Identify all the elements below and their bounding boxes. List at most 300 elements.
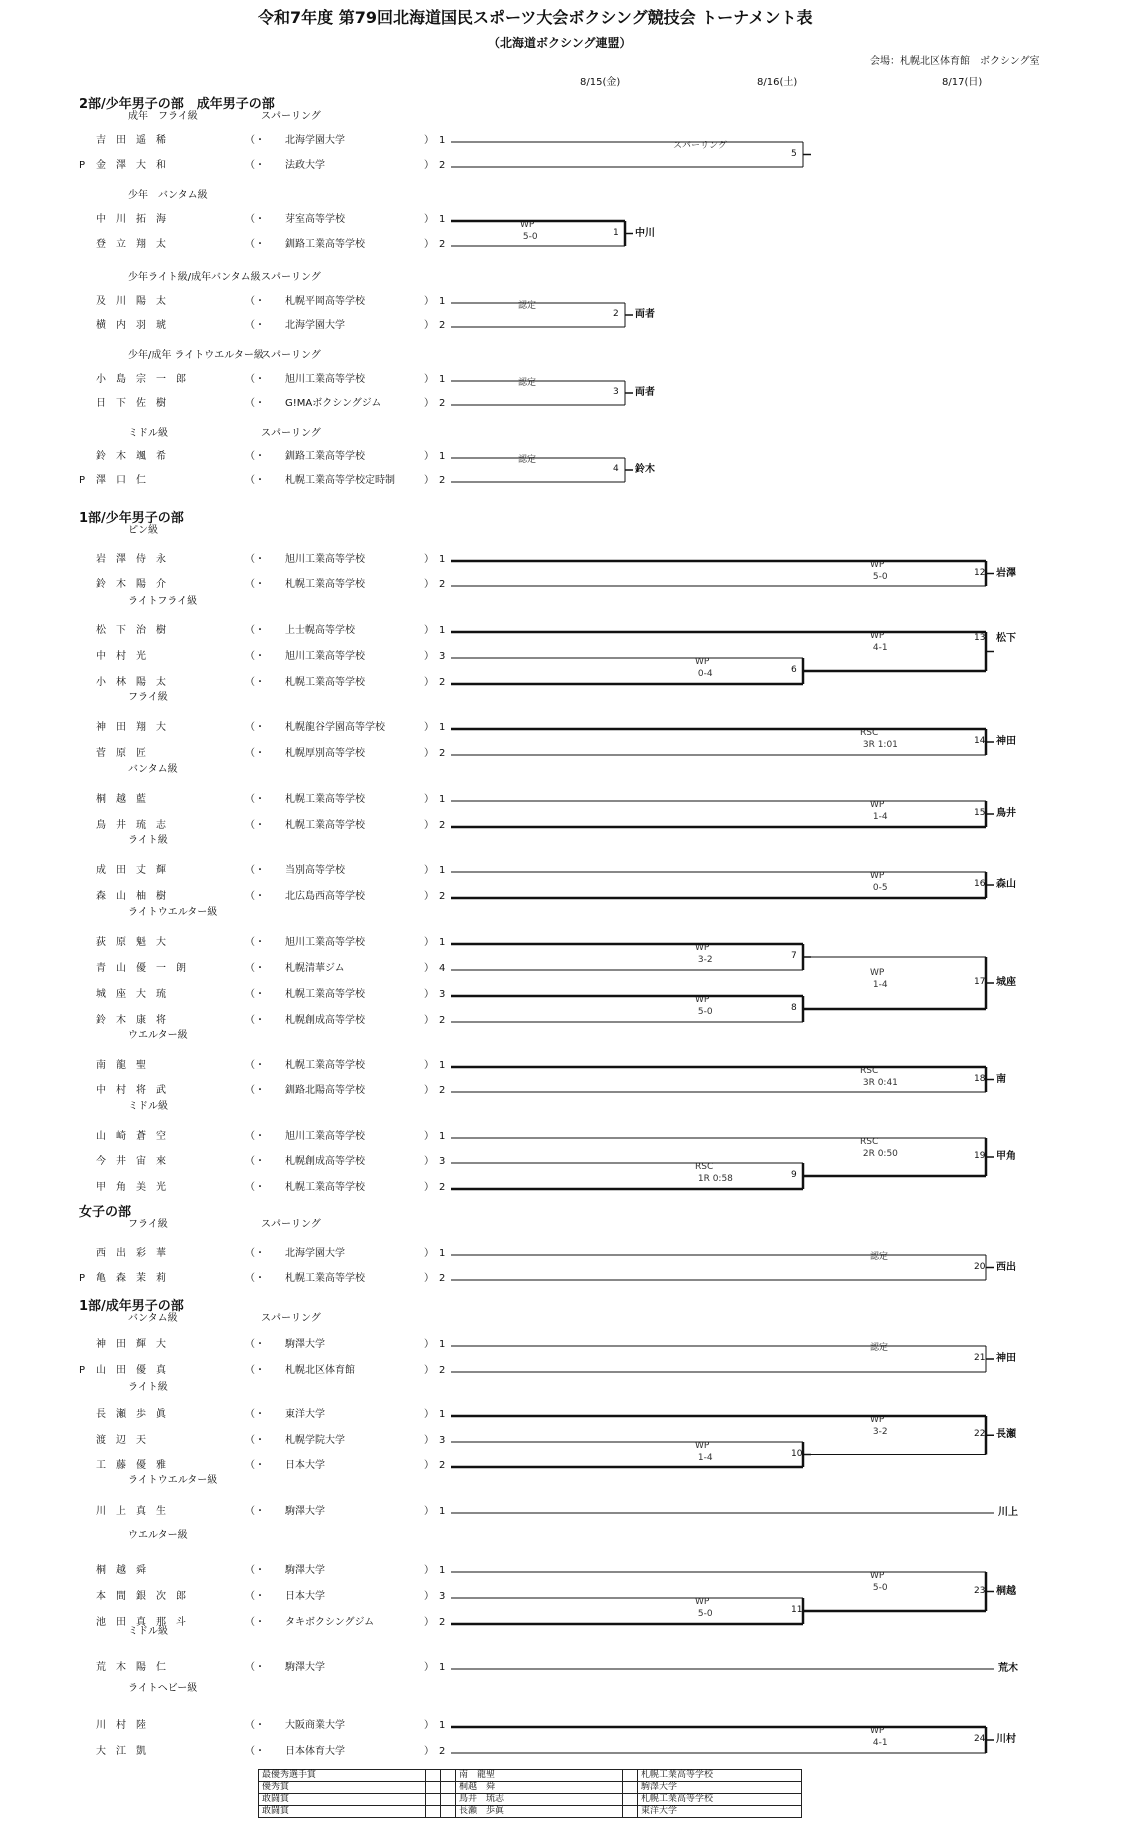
award-boxer: 鳥井 琉志 bbox=[456, 1794, 623, 1806]
draw-number: 3 bbox=[439, 989, 446, 1000]
boxer-name: 今 井 宙 來 bbox=[96, 1156, 166, 1167]
boxer-club: 札幌工業高等学校 bbox=[285, 579, 365, 590]
close-paren: ） bbox=[424, 865, 434, 876]
bout-number: 16 bbox=[974, 879, 986, 889]
award-club: 札幌工業高等学校 bbox=[638, 1770, 802, 1782]
bout-number: 23 bbox=[974, 1585, 986, 1596]
draw-number: 2 bbox=[439, 1273, 446, 1284]
close-paren: ） bbox=[424, 1131, 434, 1142]
weight-class-label: フライ級 bbox=[128, 1219, 168, 1230]
boxer-club: 日本大学 bbox=[285, 1460, 325, 1471]
awards-table bbox=[258, 1769, 802, 1818]
boxer-name: 森 山 柚 樹 bbox=[96, 891, 166, 902]
open-paren: （・ bbox=[245, 1746, 265, 1757]
bout-winner: 岩澤 bbox=[996, 567, 1016, 579]
boxer-name: 荒 木 陽 仁 bbox=[96, 1662, 166, 1673]
boxer-club: 札幌創成高等学校 bbox=[285, 1156, 365, 1167]
bout-winner: 中川 bbox=[635, 227, 655, 239]
draw-number: 1 bbox=[439, 296, 446, 307]
boxer-club: 札幌工業高等学校 bbox=[285, 820, 365, 831]
boxer-club: 東洋大学 bbox=[285, 1409, 325, 1420]
draw-number: 2 bbox=[439, 160, 446, 171]
bout-result: RSC 3R 1:01 bbox=[860, 728, 898, 750]
bout-winner: 荒木 bbox=[998, 1663, 1018, 1674]
day-header-3: 8/17(日) bbox=[942, 77, 983, 88]
weight-class-label: ライトウエルター級 bbox=[128, 907, 218, 918]
bout-number: 6 bbox=[791, 665, 797, 675]
close-paren: ） bbox=[424, 1720, 434, 1731]
spacer-cell bbox=[441, 1782, 456, 1794]
weight-class-label: 少年ライト級/成年バンタム級 bbox=[128, 272, 261, 283]
weight-class-label: ライトウエルター級 bbox=[128, 1475, 218, 1486]
boxer-club: 釧路工業高等学校 bbox=[285, 239, 365, 250]
open-paren: （・ bbox=[245, 722, 265, 733]
boxer-name: 横 内 羽 琥 bbox=[96, 320, 166, 331]
close-paren: ） bbox=[424, 239, 434, 250]
close-paren: ） bbox=[424, 963, 434, 974]
open-paren: （・ bbox=[245, 1409, 265, 1420]
close-paren: ） bbox=[424, 1085, 434, 1096]
boxer-club: 釧路工業高等学校 bbox=[285, 451, 365, 462]
boxer-name: 中 川 拓 海 bbox=[96, 214, 166, 225]
open-paren: （・ bbox=[245, 239, 265, 250]
bout-result: WP 1-4 bbox=[870, 800, 888, 822]
spacer-cell bbox=[426, 1782, 441, 1794]
bout-winner: 甲角 bbox=[996, 1151, 1016, 1162]
bout-winner: 鳥井 bbox=[996, 808, 1016, 819]
close-paren: ） bbox=[424, 1273, 434, 1284]
boxer-name: 川 上 真 生 bbox=[96, 1506, 166, 1517]
bout-winner: 西出 bbox=[996, 1261, 1016, 1273]
boxer-club: 当別高等学校 bbox=[285, 865, 345, 876]
close-paren: ） bbox=[424, 677, 434, 688]
award-boxer: 長瀬 歩眞 bbox=[456, 1806, 623, 1818]
open-paren: （・ bbox=[245, 1565, 265, 1576]
open-paren: （・ bbox=[245, 374, 265, 385]
day-header-1: 8/15(金) bbox=[580, 77, 621, 88]
boxer-name: 吉 田 遥 稀 bbox=[96, 135, 166, 146]
boxer-club: 大阪商業大学 bbox=[285, 1720, 345, 1731]
close-paren: ） bbox=[424, 579, 434, 590]
boxer-name: 城 座 大 琉 bbox=[96, 989, 166, 1000]
boxer-name: 南 龍 聖 bbox=[96, 1060, 146, 1071]
close-paren: ） bbox=[424, 135, 434, 146]
boxer-name: 工 藤 優 雅 bbox=[96, 1460, 166, 1471]
draw-number: 1 bbox=[439, 625, 446, 636]
open-paren: （・ bbox=[245, 1273, 265, 1284]
bout-number: 21 bbox=[974, 1353, 986, 1363]
close-paren: ） bbox=[424, 1617, 434, 1628]
open-paren: （・ bbox=[245, 1156, 265, 1167]
bout-number: 3 bbox=[613, 387, 619, 397]
spacer-cell bbox=[426, 1770, 441, 1782]
draw-number: 1 bbox=[439, 1506, 446, 1517]
open-paren: （・ bbox=[245, 1060, 265, 1071]
boxer-name: 西 出 彩 華 bbox=[96, 1248, 166, 1259]
boxer-name: 小 島 宗 一 郎 bbox=[96, 374, 186, 385]
bout-winner: 神田 bbox=[996, 736, 1016, 747]
open-paren: （・ bbox=[245, 451, 265, 462]
bout-winner: 両者 bbox=[635, 309, 655, 320]
boxer-club: 上士幌高等学校 bbox=[285, 625, 355, 636]
draw-number: 2 bbox=[439, 1617, 446, 1628]
bout-result: WP 4-1 bbox=[870, 1726, 888, 1748]
spacer-cell bbox=[441, 1794, 456, 1806]
bout-number: 13 bbox=[974, 633, 986, 643]
close-paren: ） bbox=[424, 651, 434, 662]
boxer-club: 芽室高等学校 bbox=[285, 214, 345, 225]
open-paren: （・ bbox=[245, 398, 265, 409]
boxer-club: 旭川工業高等学校 bbox=[285, 651, 365, 662]
bout-winner: 川村 bbox=[996, 1734, 1016, 1745]
open-paren: （・ bbox=[245, 320, 265, 331]
close-paren: ） bbox=[424, 398, 434, 409]
boxer-name: 池 田 真 那 斗 bbox=[96, 1617, 186, 1628]
bout-number: 7 bbox=[791, 951, 797, 961]
draw-number: 2 bbox=[439, 320, 446, 331]
boxer-name: 中 村 光 bbox=[96, 651, 146, 662]
draw-number: 3 bbox=[439, 1435, 446, 1446]
open-paren: （・ bbox=[245, 1435, 265, 1446]
bout-winner: 城座 bbox=[996, 977, 1016, 988]
boxer-name: 大 江 凱 bbox=[96, 1746, 146, 1757]
draw-number: 2 bbox=[439, 1085, 446, 1096]
boxer-club: 旭川工業高等学校 bbox=[285, 1131, 365, 1142]
boxer-club: 日本体育大学 bbox=[285, 1746, 345, 1757]
spacer-cell bbox=[441, 1806, 456, 1818]
bout-number: 20 bbox=[974, 1261, 986, 1272]
bout-number: 15 bbox=[974, 808, 986, 818]
bout-type-note: スパーリング bbox=[261, 428, 321, 439]
boxer-name: 金 澤 大 和 bbox=[96, 160, 166, 171]
draw-number: 3 bbox=[439, 651, 446, 662]
weight-class-label: フライ級 bbox=[128, 692, 168, 703]
boxer-club: タキボクシングジム bbox=[285, 1617, 375, 1628]
boxer-name: 桐 越 藍 bbox=[96, 794, 146, 805]
award-club: 札幌工業高等学校 bbox=[638, 1794, 802, 1806]
draw-number: 1 bbox=[439, 374, 446, 385]
close-paren: ） bbox=[424, 160, 434, 171]
weight-class-label: ウエルター級 bbox=[128, 1030, 188, 1041]
bout-number: 14 bbox=[974, 736, 986, 746]
bout-result: RSC 1R 0:58 bbox=[695, 1162, 733, 1184]
open-paren: （・ bbox=[245, 1085, 265, 1096]
weight-class-label: ミドル級 bbox=[128, 1626, 168, 1637]
page-subtitle: （北海道ボクシング連盟） bbox=[488, 36, 632, 50]
bout-number: 18 bbox=[974, 1073, 986, 1084]
close-paren: ） bbox=[424, 1365, 434, 1376]
boxer-name: 鈴 木 陽 介 bbox=[96, 579, 166, 590]
boxer-name: 荻 原 魁 大 bbox=[96, 937, 166, 948]
spacer-cell bbox=[623, 1794, 638, 1806]
draw-number: 2 bbox=[439, 1015, 446, 1026]
bout-result: WP 3-2 bbox=[870, 1415, 888, 1437]
draw-number: 2 bbox=[439, 748, 446, 759]
boxer-name: 及 川 陽 太 bbox=[96, 296, 166, 307]
boxer-club: 駒澤大学 bbox=[285, 1506, 325, 1517]
draw-number: 3 bbox=[439, 1156, 446, 1167]
bout-winner: 鈴木 bbox=[635, 464, 655, 475]
open-paren: （・ bbox=[245, 1131, 265, 1142]
day-header-2: 8/16(土) bbox=[757, 77, 798, 88]
award-club: 東洋大学 bbox=[638, 1806, 802, 1818]
open-paren: （・ bbox=[245, 794, 265, 805]
bout-result: 認定 bbox=[518, 378, 537, 388]
close-paren: ） bbox=[424, 1591, 434, 1602]
bout-result: 認定 bbox=[518, 301, 537, 311]
boxer-name: 岩 澤 侍 永 bbox=[96, 554, 166, 565]
bout-result: WP 1-4 bbox=[695, 1441, 713, 1463]
close-paren: ） bbox=[424, 794, 434, 805]
draw-number: 1 bbox=[439, 937, 446, 948]
open-paren: （・ bbox=[245, 1591, 265, 1602]
boxer-name: 中 村 将 武 bbox=[96, 1085, 166, 1096]
award-row bbox=[259, 1806, 802, 1818]
open-paren: （・ bbox=[245, 865, 265, 876]
open-paren: （・ bbox=[245, 1662, 265, 1673]
open-paren: （・ bbox=[245, 891, 265, 902]
boxer-club: 北海学園大学 bbox=[285, 1248, 345, 1259]
close-paren: ） bbox=[424, 1662, 434, 1673]
draw-number: 1 bbox=[439, 794, 446, 805]
spacer-cell bbox=[426, 1806, 441, 1818]
award-name: 優秀賞 bbox=[259, 1782, 426, 1794]
open-paren: （・ bbox=[245, 554, 265, 565]
bout-result: RSC 3R 0:41 bbox=[860, 1066, 898, 1088]
weight-class-label: 少年 バンタム級 bbox=[128, 190, 208, 201]
open-paren: （・ bbox=[245, 579, 265, 590]
draw-number: 1 bbox=[439, 1060, 446, 1071]
bout-type-note: スパーリング bbox=[261, 1219, 321, 1230]
bout-result: RSC 2R 0:50 bbox=[860, 1137, 898, 1159]
close-paren: ） bbox=[424, 374, 434, 385]
boxer-name: 鈴 木 康 将 bbox=[96, 1015, 166, 1026]
page-title: 令和7年度 第79回北海道国民スポーツ大会ボクシング競技会 トーナメント表 bbox=[258, 8, 813, 27]
bout-result: WP 4-1 bbox=[870, 631, 888, 653]
boxer-name: 川 村 陸 bbox=[96, 1720, 146, 1731]
close-paren: ） bbox=[424, 1460, 434, 1471]
open-paren: （・ bbox=[245, 1339, 265, 1350]
bout-number: 8 bbox=[791, 1003, 797, 1013]
boxer-name: 桐 越 舜 bbox=[96, 1565, 146, 1576]
close-paren: ） bbox=[424, 320, 434, 331]
boxer-name: 鈴 木 颯 希 bbox=[96, 451, 166, 462]
open-paren: （・ bbox=[245, 937, 265, 948]
boxer-club: 札幌工業高等学校 bbox=[285, 1182, 365, 1193]
bout-result: 認定 bbox=[870, 1343, 889, 1353]
weight-class-label: ライトフライ級 bbox=[128, 596, 198, 607]
bout-result: WP 0-4 bbox=[695, 657, 713, 679]
boxer-name: 本 間 銀 次 郎 bbox=[96, 1591, 186, 1602]
boxer-name: 鳥 井 琉 志 bbox=[96, 820, 166, 831]
draw-number: 1 bbox=[439, 1565, 446, 1576]
weight-class-label: ピン級 bbox=[128, 525, 158, 536]
boxer-club: 札幌工業高等学校 bbox=[285, 1060, 365, 1071]
award-name: 敢闘賞 bbox=[259, 1806, 426, 1818]
bout-winner: 南 bbox=[996, 1073, 1006, 1085]
bout-number: 1 bbox=[613, 227, 619, 238]
spacer-cell bbox=[623, 1806, 638, 1818]
close-paren: ） bbox=[424, 1248, 434, 1259]
boxer-club: 法政大学 bbox=[285, 160, 325, 171]
award-row bbox=[259, 1794, 802, 1806]
draw-number: 3 bbox=[439, 1591, 446, 1602]
close-paren: ） bbox=[424, 1435, 434, 1446]
award-row bbox=[259, 1770, 802, 1782]
bout-result: WP 3-2 bbox=[695, 943, 713, 965]
open-paren: （・ bbox=[245, 1365, 265, 1376]
boxer-club: 札幌学院大学 bbox=[285, 1435, 345, 1446]
bout-winner: 松下 bbox=[996, 633, 1016, 644]
bout-result: スパーリング bbox=[673, 141, 727, 151]
spacer-cell bbox=[441, 1770, 456, 1782]
close-paren: ） bbox=[424, 1746, 434, 1757]
boxer-club: 釧路北陽高等学校 bbox=[285, 1085, 365, 1096]
close-paren: ） bbox=[424, 989, 434, 1000]
draw-number: 1 bbox=[439, 865, 446, 876]
open-paren: （・ bbox=[245, 820, 265, 831]
close-paren: ） bbox=[424, 1156, 434, 1167]
bout-number: 12 bbox=[974, 567, 986, 578]
spacer-cell bbox=[623, 1782, 638, 1794]
boxer-club: 旭川工業高等学校 bbox=[285, 937, 365, 948]
boxer-club: 札幌工業高等学校 bbox=[285, 677, 365, 688]
draw-number: 2 bbox=[439, 1365, 446, 1376]
boxer-club: 札幌工業高等学校 bbox=[285, 989, 365, 1000]
weight-class-label: ミドル級 bbox=[128, 428, 168, 439]
boxer-club: 札幌工業高等学校 bbox=[285, 794, 365, 805]
weight-class-label: 少年/成年 ライトウエルター級 bbox=[128, 350, 264, 361]
close-paren: ） bbox=[424, 748, 434, 759]
close-paren: ） bbox=[424, 296, 434, 307]
draw-number: 1 bbox=[439, 1131, 446, 1142]
bout-result: WP 5-0 bbox=[870, 1571, 888, 1593]
bout-winner: 両者 bbox=[635, 387, 655, 398]
close-paren: ） bbox=[424, 1409, 434, 1420]
close-paren: ） bbox=[424, 475, 434, 486]
draw-number: 2 bbox=[439, 820, 446, 831]
close-paren: ） bbox=[424, 1015, 434, 1026]
weight-class-label: ライト級 bbox=[128, 1382, 168, 1393]
open-paren: （・ bbox=[245, 1617, 265, 1628]
draw-number: 2 bbox=[439, 1460, 446, 1471]
bout-result: WP 5-0 bbox=[695, 995, 713, 1017]
open-paren: （・ bbox=[245, 160, 265, 171]
weight-class-label: ミドル級 bbox=[128, 1101, 168, 1112]
bout-result: 認定 bbox=[870, 1252, 889, 1262]
section-title: 1部/成年男子の部 bbox=[79, 1299, 184, 1314]
draw-number: 4 bbox=[439, 963, 446, 974]
boxer-club: 札幌龍谷学園高等学校 bbox=[285, 722, 385, 733]
bout-winner: 森山 bbox=[996, 879, 1016, 890]
bout-type-note: スパーリング bbox=[261, 111, 321, 122]
close-paren: ） bbox=[424, 214, 434, 225]
bout-number: 5 bbox=[791, 148, 797, 159]
open-paren: （・ bbox=[245, 989, 265, 1000]
bout-winner: 桐越 bbox=[996, 1585, 1016, 1597]
draw-number: 1 bbox=[439, 1720, 446, 1731]
draw-number: 1 bbox=[439, 554, 446, 565]
open-paren: （・ bbox=[245, 1720, 265, 1731]
section-title: 女子の部 bbox=[79, 1205, 132, 1220]
close-paren: ） bbox=[424, 820, 434, 831]
open-paren: （・ bbox=[245, 296, 265, 307]
boxer-club: 旭川工業高等学校 bbox=[285, 374, 365, 385]
boxer-club: 札幌工業高等学校定時制 bbox=[285, 475, 395, 486]
boxer-name: 登 立 翔 太 bbox=[96, 239, 166, 250]
entry-prefix: P bbox=[79, 475, 86, 486]
draw-number: 1 bbox=[439, 1409, 446, 1420]
boxer-name: 山 崎 蒼 空 bbox=[96, 1131, 166, 1142]
bout-result: WP 1-4 bbox=[870, 968, 888, 990]
venue-label: 会場：札幌北区体育館 ボクシング室 bbox=[870, 56, 1040, 67]
draw-number: 1 bbox=[439, 451, 446, 462]
close-paren: ） bbox=[424, 1339, 434, 1350]
draw-number: 2 bbox=[439, 677, 446, 688]
boxer-name: 長 瀬 歩 眞 bbox=[96, 1409, 166, 1420]
boxer-name: 甲 角 美 光 bbox=[96, 1182, 166, 1193]
close-paren: ） bbox=[424, 554, 434, 565]
boxer-name: 日 下 佐 樹 bbox=[96, 398, 166, 409]
bout-number: 24 bbox=[974, 1734, 986, 1744]
open-paren: （・ bbox=[245, 677, 265, 688]
spacer-cell bbox=[426, 1794, 441, 1806]
draw-number: 1 bbox=[439, 722, 446, 733]
bout-number: 22 bbox=[974, 1429, 986, 1440]
bout-type-note: スパーリング bbox=[261, 350, 321, 361]
close-paren: ） bbox=[424, 625, 434, 636]
bout-number: 9 bbox=[791, 1170, 797, 1180]
entry-prefix: P bbox=[79, 1365, 86, 1376]
boxer-name: 青 山 優 一 朗 bbox=[96, 963, 186, 974]
draw-number: 2 bbox=[439, 475, 446, 486]
draw-number: 2 bbox=[439, 398, 446, 409]
boxer-name: 成 田 丈 輝 bbox=[96, 865, 166, 876]
bout-number: 11 bbox=[791, 1605, 803, 1615]
bout-result: WP 5-0 bbox=[870, 560, 888, 582]
boxer-name: 菅 原 匠 bbox=[96, 748, 146, 759]
boxer-club: 札幌工業高等学校 bbox=[285, 1273, 365, 1284]
boxer-name: 神 田 翔 大 bbox=[96, 722, 166, 733]
bout-number: 17 bbox=[974, 977, 986, 987]
open-paren: （・ bbox=[245, 1182, 265, 1193]
bout-number: 10 bbox=[791, 1448, 803, 1459]
boxer-club: 駒澤大学 bbox=[285, 1565, 325, 1576]
draw-number: 1 bbox=[439, 135, 446, 146]
close-paren: ） bbox=[424, 937, 434, 948]
weight-class-label: バンタム級 bbox=[128, 1313, 178, 1324]
open-paren: （・ bbox=[245, 1015, 265, 1026]
bout-result: WP 5-0 bbox=[520, 220, 538, 242]
weight-class-label: バンタム級 bbox=[128, 764, 178, 775]
boxer-club: 札幌清華ジム bbox=[285, 963, 345, 974]
boxer-club: 札幌厚別高等学校 bbox=[285, 748, 365, 759]
close-paren: ） bbox=[424, 891, 434, 902]
boxer-club: 日本大学 bbox=[285, 1591, 325, 1602]
bout-number: 4 bbox=[613, 464, 619, 474]
close-paren: ） bbox=[424, 1506, 434, 1517]
open-paren: （・ bbox=[245, 963, 265, 974]
open-paren: （・ bbox=[245, 1506, 265, 1517]
boxer-club: 札幌創成高等学校 bbox=[285, 1015, 365, 1026]
draw-number: 1 bbox=[439, 214, 446, 225]
boxer-name: 亀 森 茉 莉 bbox=[96, 1273, 166, 1284]
award-name: 敢闘賞 bbox=[259, 1794, 426, 1806]
award-name: 最優秀選手賞 bbox=[259, 1770, 426, 1782]
open-paren: （・ bbox=[245, 475, 265, 486]
draw-number: 1 bbox=[439, 1339, 446, 1350]
boxer-name: 山 田 優 真 bbox=[96, 1365, 166, 1376]
